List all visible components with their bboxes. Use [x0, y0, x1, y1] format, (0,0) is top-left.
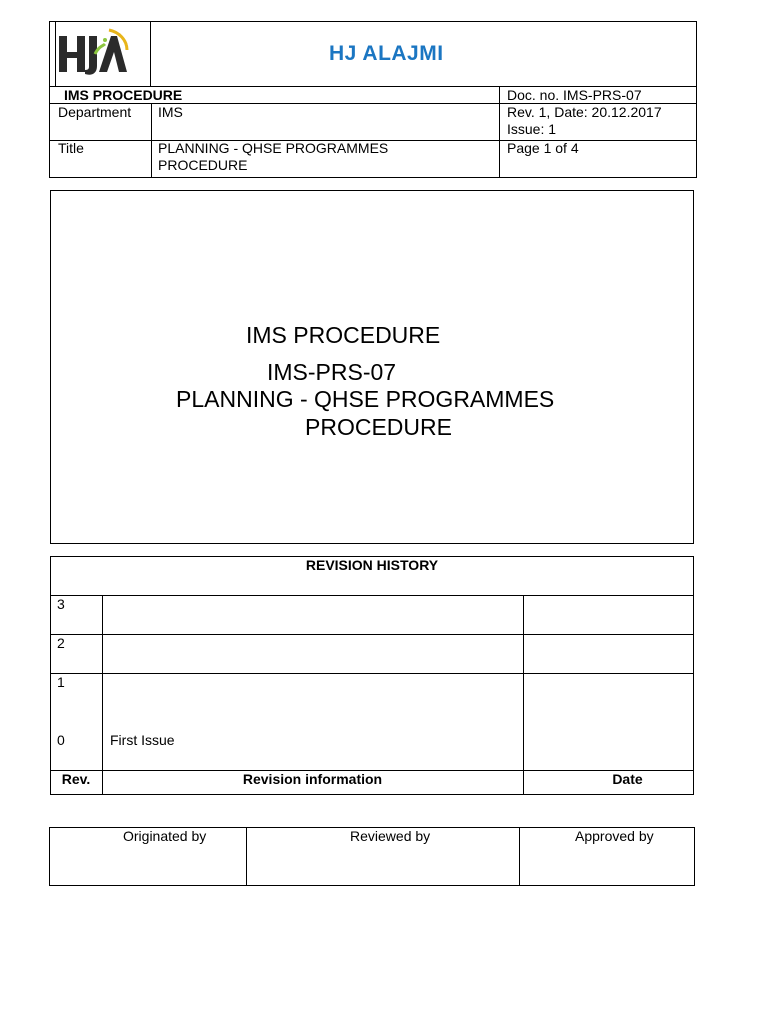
originated-by-label: Originated by: [123, 828, 207, 844]
revision-history-table: [50, 556, 694, 795]
column-header-rev: Rev.: [61, 771, 91, 787]
issue-number: Issue: 1: [507, 121, 557, 137]
column-header-date: Date: [612, 771, 643, 787]
table-divider: [50, 595, 694, 596]
table-divider: [523, 595, 524, 795]
column-header-revision-info: Revision information: [242, 771, 383, 787]
reviewed-by-label: Reviewed by: [350, 828, 431, 844]
revision-row-rev: 1: [57, 674, 65, 690]
table-divider: [50, 673, 694, 674]
revision-row-rev: 0: [57, 732, 65, 748]
company-logo: [57, 24, 129, 80]
table-divider: [102, 595, 103, 795]
table-divider: [246, 827, 247, 886]
cover-title-line3: PLANNING - QHSE PROGRAMMES: [176, 386, 555, 412]
header-divider: [499, 86, 500, 178]
approved-by-label: Approved by: [575, 828, 654, 844]
department-label: Department: [58, 104, 132, 120]
cover-title-line1: IMS PROCEDURE: [246, 322, 441, 348]
title-value-line2: PROCEDURE: [158, 157, 248, 173]
doc-type-label: IMS PROCEDURE: [64, 87, 183, 103]
title-value-line1: PLANNING - QHSE PROGRAMMES: [158, 140, 389, 156]
brand-name: HJ ALAJMI: [329, 42, 444, 65]
title-label: Title: [58, 140, 84, 156]
revision-history-title: REVISION HISTORY: [305, 557, 439, 573]
table-divider: [50, 634, 694, 635]
table-divider: [519, 827, 520, 886]
department-value: IMS: [158, 104, 183, 120]
page-number: Page 1 of 4: [507, 140, 579, 156]
revision-row-info: First Issue: [110, 732, 175, 748]
header-divider: [151, 103, 152, 178]
cover-title-line4: PROCEDURE: [305, 414, 452, 440]
doc-number: Doc. no. IMS-PRS-07: [507, 87, 642, 103]
revision-date: Rev. 1, Date: 20.12.2017: [507, 104, 662, 120]
revision-row-rev: 2: [57, 635, 65, 651]
cover-doc-number: IMS-PRS-07: [267, 359, 397, 385]
revision-row-rev: 3: [57, 596, 65, 612]
